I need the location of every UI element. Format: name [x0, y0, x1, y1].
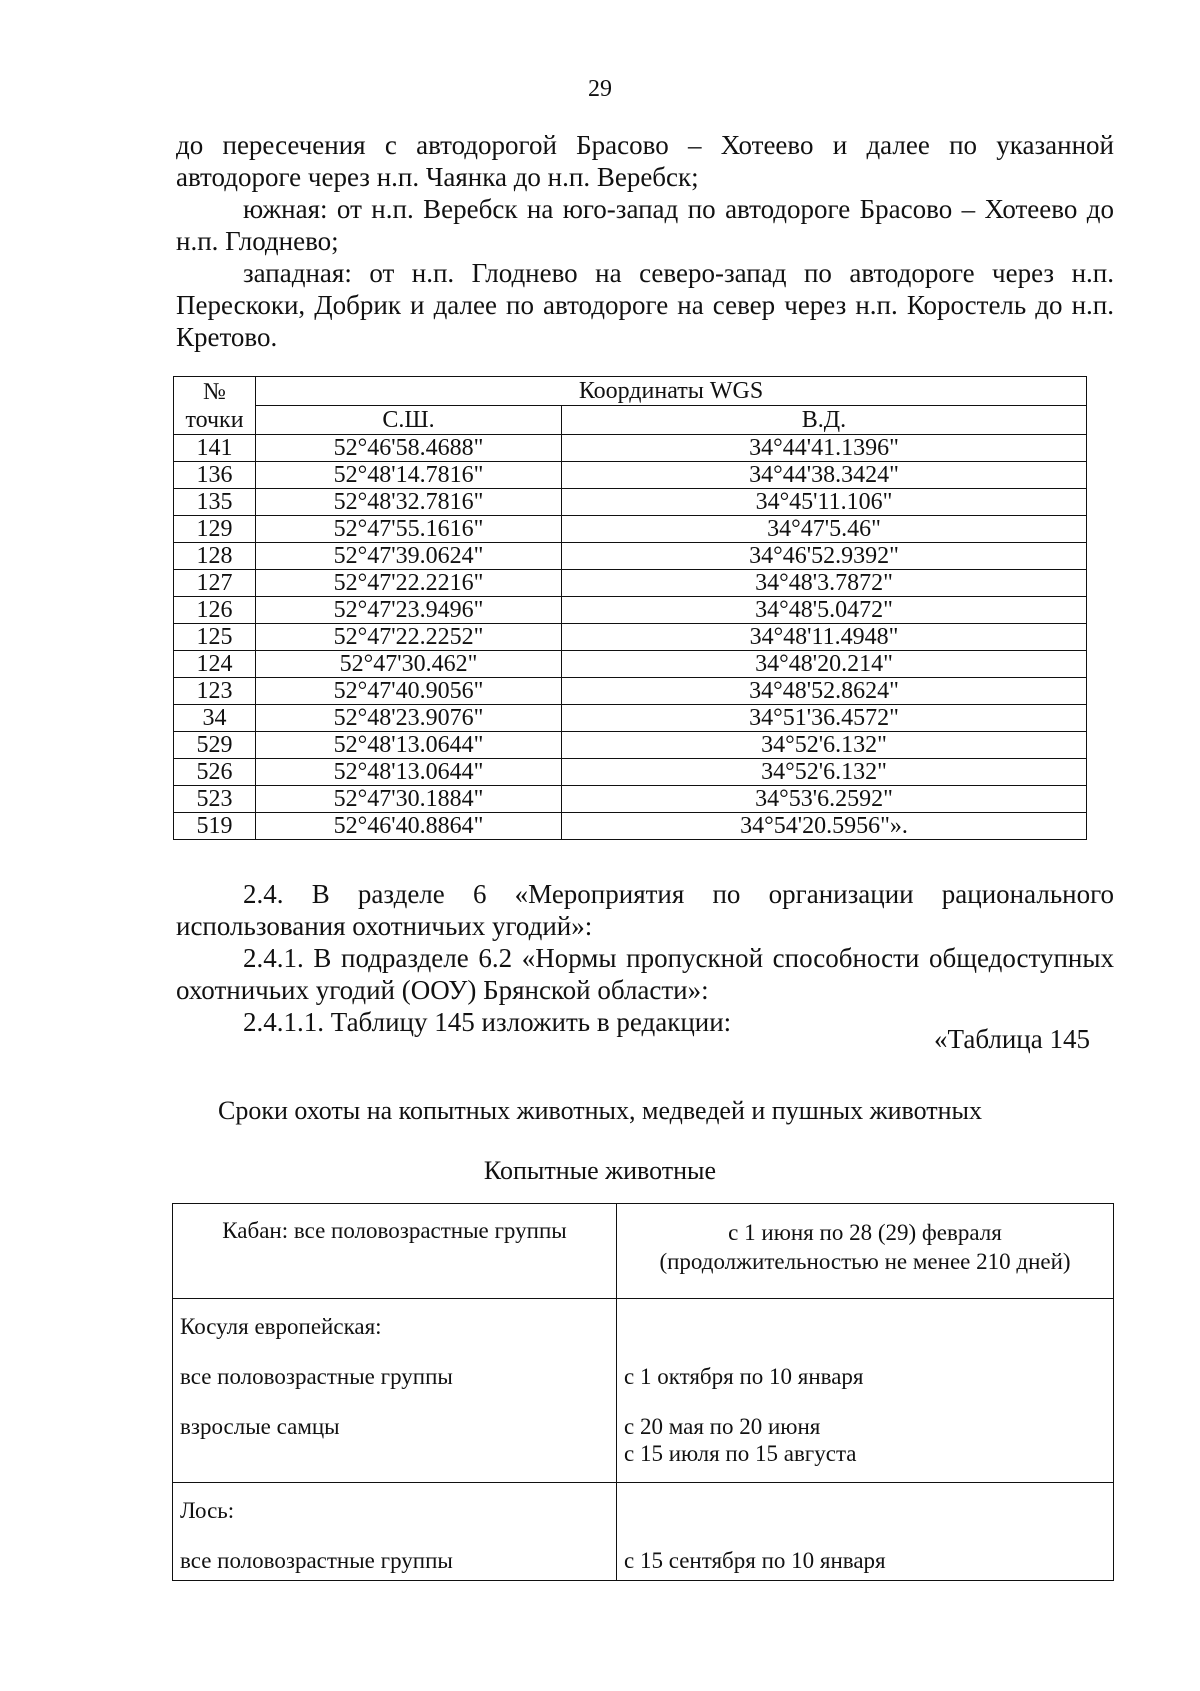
- longitude-cell: 34°54'20.5956"».: [562, 813, 1087, 840]
- point-number-cell: 126: [174, 597, 256, 624]
- boar-species-cell: [173, 1204, 617, 1299]
- coordinates-subheader-row: [174, 406, 1087, 435]
- boar-period-line-1: с 1 июня по 28 (29) февраля: [728, 1220, 1002, 1245]
- coordinates-row: [174, 462, 1087, 489]
- latitude-cell: 52°48'23.9076": [256, 705, 562, 732]
- latitude-cell: 52°46'58.4688": [256, 435, 562, 462]
- longitude-cell: 34°51'36.4572": [562, 705, 1087, 732]
- elk-period-cell: [617, 1483, 1114, 1581]
- roe-deer-males-period-2: с 15 июля по 15 августа: [624, 1441, 857, 1466]
- latitude-cell: 52°47'40.9056": [256, 678, 562, 705]
- point-number-cell: 141: [174, 435, 256, 462]
- latitude-cell: 52°47'30.1884": [256, 786, 562, 813]
- coordinates-row: [174, 705, 1087, 732]
- roe-deer-adult-males-label: взрослые самцы: [180, 1414, 340, 1439]
- coordinates-row: [174, 732, 1087, 759]
- elk-all-groups-label: все половозрастные группы: [180, 1548, 453, 1573]
- coordinates-row: [174, 759, 1087, 786]
- longitude-cell: 34°44'38.3424": [562, 462, 1087, 489]
- latitude-cell: 52°48'13.0644": [256, 759, 562, 786]
- coordinates-body: [174, 435, 1087, 840]
- intro-paragraph-south: южная: от н.п. Веребск на юго-запад по автодороге Брасово – Хотеево до н.п. Глоднево;: [176, 194, 1114, 256]
- boar-row: [173, 1204, 1114, 1299]
- coordinates-row: [174, 678, 1087, 705]
- point-number-cell: 136: [174, 462, 256, 489]
- roe-deer-row: [173, 1299, 1114, 1483]
- coordinates-row: [174, 651, 1087, 678]
- point-number-cell: 127: [174, 570, 256, 597]
- latitude-cell: 52°46'40.8864": [256, 813, 562, 840]
- wgs-header: Координаты WGS: [256, 377, 1087, 406]
- boar-period-line-2: (продолжительностью не менее 210 дней): [659, 1249, 1071, 1274]
- point-number-header: [174, 377, 256, 435]
- latitude-cell: 52°47'30.462": [256, 651, 562, 678]
- coordinates-header-row: [174, 377, 1087, 406]
- table-subtitle: Копытные животные: [483, 1156, 717, 1185]
- longitude-cell: 34°53'6.2592": [562, 786, 1087, 813]
- hunting-seasons-table: [172, 1203, 1114, 1581]
- longitude-cell: 34°48'5.0472": [562, 597, 1087, 624]
- roe-deer-species-cell: [173, 1299, 617, 1483]
- longitude-cell: 34°48'52.8624": [562, 678, 1087, 705]
- longitude-cell: 34°48'20.214": [562, 651, 1087, 678]
- longitude-cell: 34°52'6.132": [562, 732, 1087, 759]
- latitude-cell: 52°47'55.1616": [256, 516, 562, 543]
- latitude-cell: 52°47'22.2252": [256, 624, 562, 651]
- latitude-cell: 52°48'13.0644": [256, 732, 562, 759]
- coordinates-row: [174, 435, 1087, 462]
- intro-paragraph-1: до пересечения с автодорогой Брасово – Хотеево и далее по указанной автодороге через н.п. Чаянка до н.п. Веребск;: [176, 130, 1114, 192]
- elk-species-cell: [173, 1483, 617, 1581]
- longitude-cell: 34°48'3.7872": [562, 570, 1087, 597]
- elk-row: [173, 1483, 1114, 1581]
- point-number-cell: 34: [174, 705, 256, 732]
- coordinates-row: [174, 489, 1087, 516]
- latitude-header: С.Ш.: [256, 406, 562, 435]
- coordinates-row: [174, 813, 1087, 840]
- point-number-cell: 129: [174, 516, 256, 543]
- latitude-cell: 52°48'32.7816": [256, 489, 562, 516]
- coordinates-row: [174, 516, 1087, 543]
- boar-period-cell: [617, 1204, 1114, 1299]
- roe-deer-all-groups-label: все половозрастные группы: [180, 1364, 453, 1389]
- point-number-cell: 529: [174, 732, 256, 759]
- point-number-cell: 128: [174, 543, 256, 570]
- longitude-cell: 34°48'11.4948": [562, 624, 1087, 651]
- roe-deer-all-groups-period: с 1 октября по 10 января: [624, 1364, 864, 1389]
- longitude-cell: 34°47'5.46": [562, 516, 1087, 543]
- point-number-header-top: №: [203, 378, 226, 405]
- point-number-cell: 526: [174, 759, 256, 786]
- latitude-cell: 52°48'14.7816": [256, 462, 562, 489]
- section-2-4: 2.4. В разделе 6 «Мероприятия по организации рационального использования охотничьих угодий»:: [176, 879, 1114, 941]
- boar-label: Кабан: все половозрастные группы: [222, 1218, 567, 1243]
- coordinates-table: [173, 376, 1087, 840]
- roe-deer-label: Косуля европейская:: [180, 1314, 382, 1339]
- intro-paragraph-west: западная: от н.п. Глоднево на северо-запад по автодороге через н.п. Перескоки, Добрик и далее по автодороге на север через н.п. Коростель до н.п. Кретово.: [176, 258, 1114, 352]
- coordinates-row: [174, 597, 1087, 624]
- latitude-cell: 52°47'22.2216": [256, 570, 562, 597]
- table-title: Сроки охоты на копытных животных, медведей и пушных животных: [217, 1096, 982, 1125]
- coordinates-row: [174, 624, 1087, 651]
- point-number-cell: 125: [174, 624, 256, 651]
- page-number: 29: [588, 76, 612, 102]
- point-number-cell: 523: [174, 786, 256, 813]
- longitude-cell: 34°44'41.1396": [562, 435, 1087, 462]
- longitude-header: В.Д.: [562, 406, 1087, 435]
- point-number-cell: 123: [174, 678, 256, 705]
- coordinates-row: [174, 543, 1087, 570]
- elk-label: Лось:: [180, 1498, 235, 1523]
- roe-deer-males-period-1: с 20 мая по 20 июня: [624, 1414, 821, 1439]
- point-number-cell: 124: [174, 651, 256, 678]
- point-number-header-bottom: точки: [185, 406, 244, 433]
- coordinates-row: [174, 570, 1087, 597]
- point-number-cell: 519: [174, 813, 256, 840]
- longitude-cell: 34°45'11.106": [562, 489, 1087, 516]
- point-number-cell: 135: [174, 489, 256, 516]
- elk-all-groups-period: с 15 сентября по 10 января: [624, 1548, 886, 1573]
- section-2-4-1: 2.4.1. В подразделе 6.2 «Нормы пропускной способности общедоступных охотничьих угодий (ООУ) Брянской области»:: [176, 943, 1114, 1005]
- longitude-cell: 34°46'52.9392": [562, 543, 1087, 570]
- latitude-cell: 52°47'39.0624": [256, 543, 562, 570]
- longitude-cell: 34°52'6.132": [562, 759, 1087, 786]
- table-145-label: «Таблица 145: [934, 1024, 1090, 1054]
- coordinates-row: [174, 786, 1087, 813]
- latitude-cell: 52°47'23.9496": [256, 597, 562, 624]
- roe-deer-period-cell: [617, 1299, 1114, 1483]
- section-2-4-1-1: 2.4.1.1. Таблицу 145 изложить в редакции:: [243, 1007, 732, 1037]
